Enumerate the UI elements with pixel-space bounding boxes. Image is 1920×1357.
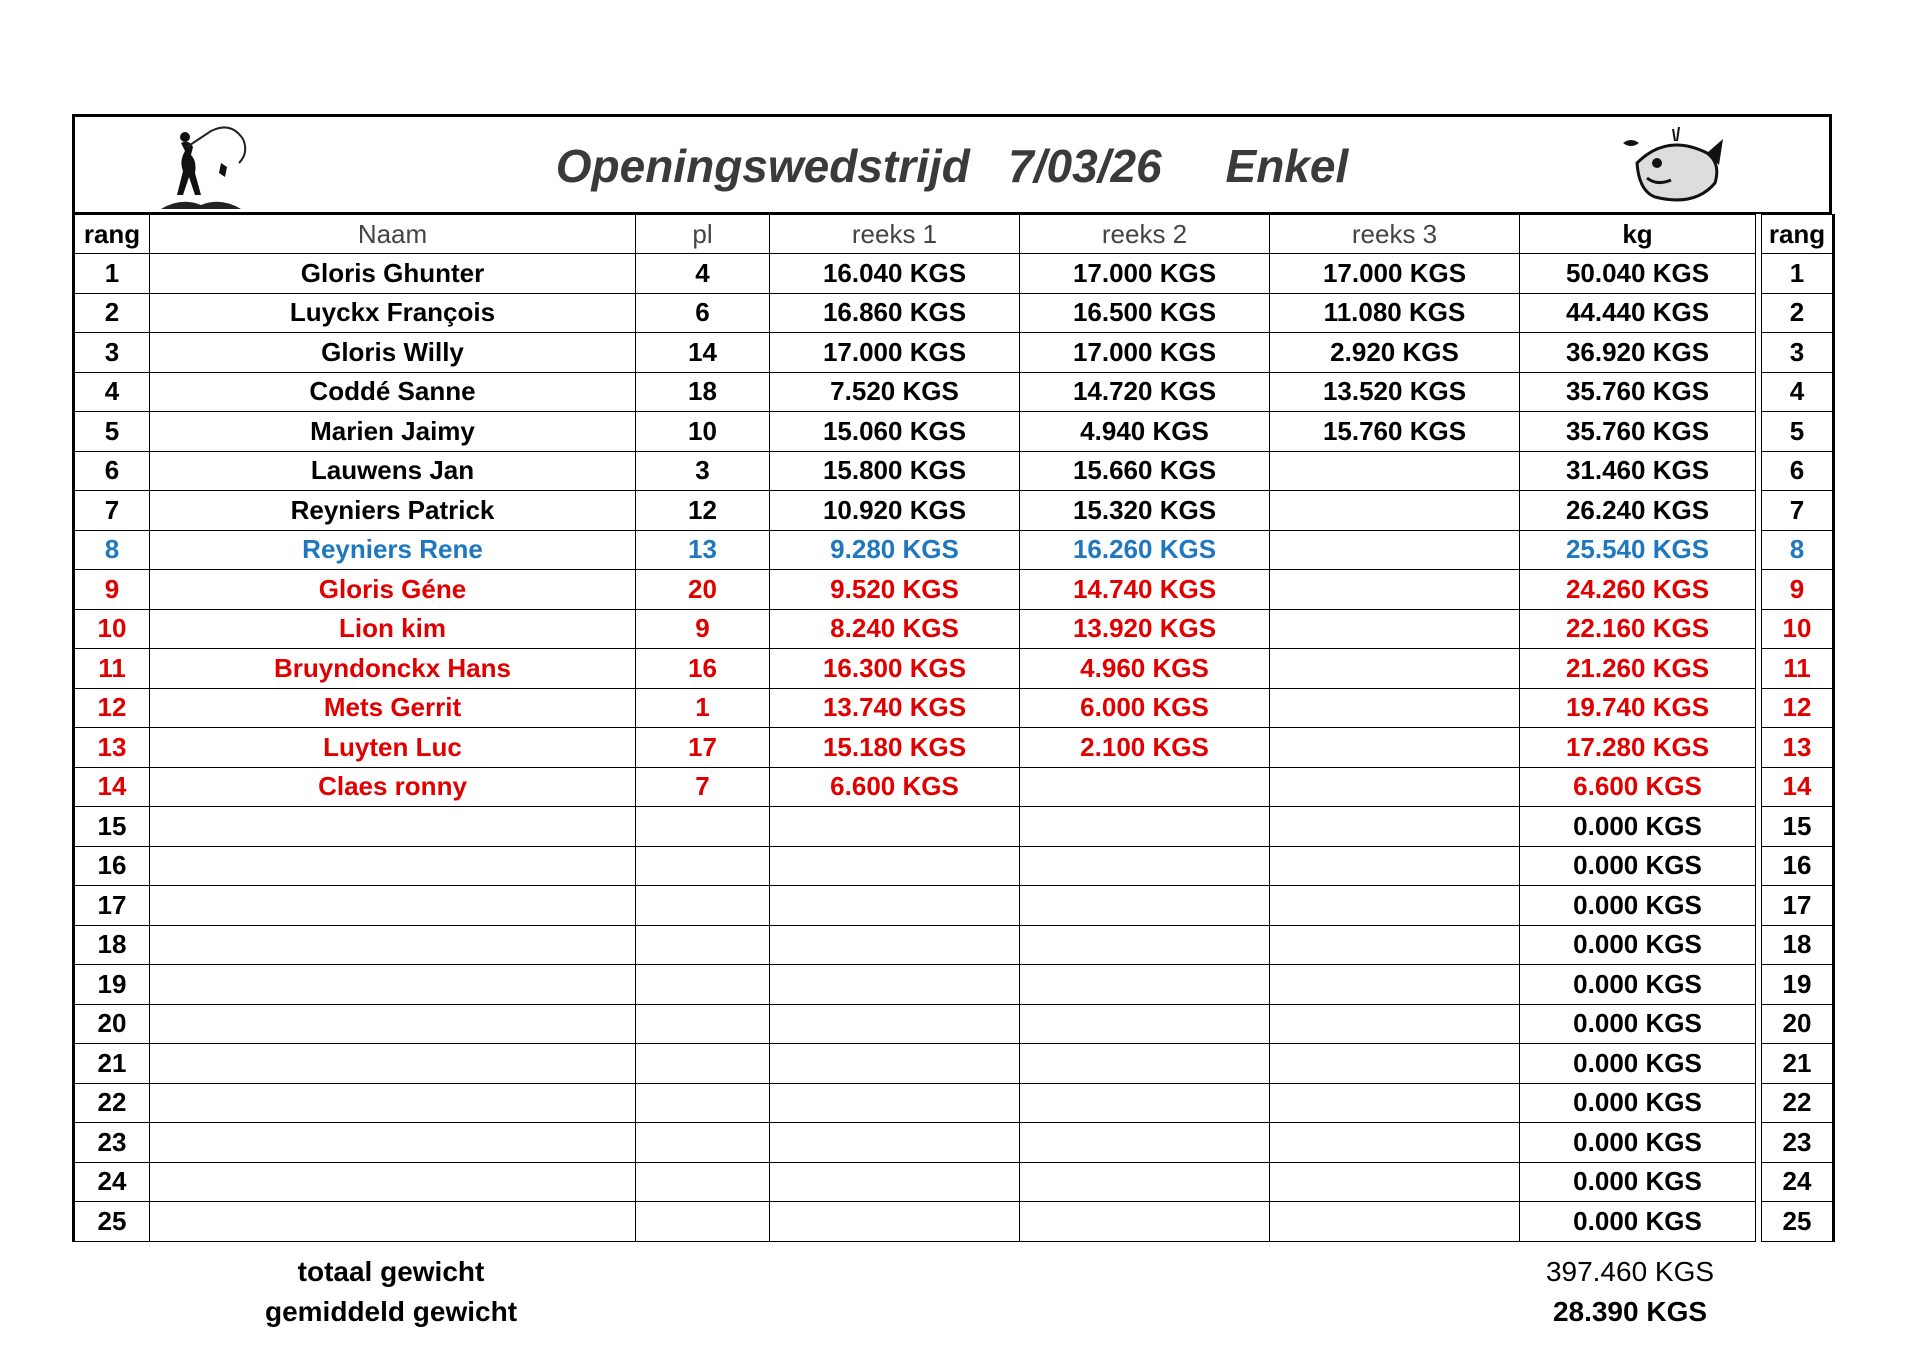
reeks3-cell — [1270, 451, 1520, 491]
total-row — [72, 1252, 1832, 1292]
rank-right-cell: 11 — [1762, 649, 1834, 689]
name-cell — [150, 965, 636, 1005]
rank-cell: 5 — [74, 412, 150, 452]
name-cell: Bruyndonckx Hans — [150, 649, 636, 689]
reeks3-cell — [1270, 609, 1520, 649]
pl-cell: 3 — [636, 451, 770, 491]
rank-right-cell: 4 — [1762, 372, 1834, 412]
rank-cell: 19 — [74, 965, 150, 1005]
rank-cell: 17 — [74, 886, 150, 926]
rank-cell: 25 — [74, 1202, 150, 1242]
reeks3-cell: 11.080 KGS — [1270, 293, 1520, 333]
results-table — [72, 214, 1835, 1242]
rank-cell: 8 — [74, 530, 150, 570]
kg-cell: 0.000 KGS — [1520, 925, 1756, 965]
rank-cell: 4 — [74, 372, 150, 412]
name-cell: Marien Jaimy — [150, 412, 636, 452]
pl-cell: 13 — [636, 530, 770, 570]
reeks3-cell — [1270, 649, 1520, 689]
pl-cell — [636, 1162, 770, 1202]
results-sheet — [72, 114, 1832, 1242]
rank-right-cell: 7 — [1762, 491, 1834, 531]
rank-right-cell: 13 — [1762, 728, 1834, 768]
pl-cell: 18 — [636, 372, 770, 412]
reeks2-cell: 6.000 KGS — [1020, 688, 1270, 728]
pl-cell — [636, 846, 770, 886]
reeks1-cell: 9.280 KGS — [770, 530, 1020, 570]
pl-cell: 9 — [636, 609, 770, 649]
table-row — [74, 372, 1834, 412]
reeks2-cell — [1020, 1083, 1270, 1123]
pl-cell — [636, 886, 770, 926]
name-cell: Lauwens Jan — [150, 451, 636, 491]
page-title: Openingswedstrijd 7/03/26 Enkel — [555, 140, 1349, 192]
pl-cell: 12 — [636, 491, 770, 531]
pl-cell: 16 — [636, 649, 770, 689]
reeks2-cell — [1020, 1004, 1270, 1044]
reeks3-cell — [1270, 570, 1520, 610]
reeks1-cell: 15.060 KGS — [770, 412, 1020, 452]
reeks3-cell — [1270, 688, 1520, 728]
name-cell: Gloris Géne — [150, 570, 636, 610]
total-value: 397.460 KGS — [1545, 1256, 1715, 1287]
reeks1-cell — [770, 1004, 1020, 1044]
rank-cell: 7 — [74, 491, 150, 531]
name-cell — [150, 1123, 636, 1163]
table-row — [74, 1202, 1834, 1242]
average-label: gemiddeld gewicht — [264, 1296, 518, 1327]
reeks2-cell — [1020, 1162, 1270, 1202]
rank-right-cell: 14 — [1762, 767, 1834, 807]
average-value: 28.390 KGS — [1552, 1296, 1708, 1327]
reeks1-cell — [770, 1083, 1020, 1123]
table-row — [74, 451, 1834, 491]
rank-right-cell: 9 — [1762, 570, 1834, 610]
reeks2-cell: 16.260 KGS — [1020, 530, 1270, 570]
pl-cell: 17 — [636, 728, 770, 768]
table-row — [74, 728, 1834, 768]
total-label: totaal gewicht — [297, 1256, 485, 1287]
table-row — [74, 965, 1834, 1005]
rank-right-cell: 8 — [1762, 530, 1834, 570]
kg-cell: 50.040 KGS — [1520, 254, 1756, 294]
rank-cell: 11 — [74, 649, 150, 689]
table-row — [74, 570, 1834, 610]
name-cell — [150, 807, 636, 847]
reeks1-cell: 16.300 KGS — [770, 649, 1020, 689]
kg-cell: 31.460 KGS — [1520, 451, 1756, 491]
rank-cell: 9 — [74, 570, 150, 610]
pl-cell — [636, 1083, 770, 1123]
reeks2-cell: 17.000 KGS — [1020, 254, 1270, 294]
reeks3-cell — [1270, 728, 1520, 768]
rank-right-cell: 12 — [1762, 688, 1834, 728]
rank-cell: 15 — [74, 807, 150, 847]
name-cell — [150, 1162, 636, 1202]
col-rank-right: rang — [1762, 215, 1834, 254]
reeks3-cell — [1270, 1123, 1520, 1163]
name-cell: Claes ronny — [150, 767, 636, 807]
kg-cell: 0.000 KGS — [1520, 846, 1756, 886]
reeks3-cell — [1270, 1004, 1520, 1044]
name-cell — [150, 886, 636, 926]
reeks3-cell — [1270, 1162, 1520, 1202]
reeks2-cell: 16.500 KGS — [1020, 293, 1270, 333]
reeks3-cell — [1270, 925, 1520, 965]
reeks1-cell: 15.800 KGS — [770, 451, 1020, 491]
name-cell: Coddé Sanne — [150, 372, 636, 412]
kg-cell: 35.760 KGS — [1520, 412, 1756, 452]
reeks1-cell — [770, 807, 1020, 847]
reeks2-cell — [1020, 846, 1270, 886]
pl-cell: 7 — [636, 767, 770, 807]
reeks1-cell: 15.180 KGS — [770, 728, 1020, 768]
fish-icon — [1617, 123, 1727, 211]
table-row — [74, 530, 1834, 570]
name-cell: Gloris Ghunter — [150, 254, 636, 294]
reeks3-cell: 15.760 KGS — [1270, 412, 1520, 452]
reeks3-cell — [1270, 886, 1520, 926]
reeks1-cell: 7.520 KGS — [770, 372, 1020, 412]
reeks2-cell — [1020, 1202, 1270, 1242]
rank-cell: 12 — [74, 688, 150, 728]
reeks1-cell — [770, 846, 1020, 886]
rank-right-cell: 17 — [1762, 886, 1834, 926]
reeks2-cell: 2.100 KGS — [1020, 728, 1270, 768]
reeks1-cell — [770, 886, 1020, 926]
name-cell: Reyniers Rene — [150, 530, 636, 570]
reeks2-cell: 4.960 KGS — [1020, 649, 1270, 689]
kg-cell: 0.000 KGS — [1520, 1044, 1756, 1084]
kg-cell: 26.240 KGS — [1520, 491, 1756, 531]
reeks2-cell — [1020, 965, 1270, 1005]
rank-right-cell: 19 — [1762, 965, 1834, 1005]
reeks3-cell — [1270, 530, 1520, 570]
rank-cell: 21 — [74, 1044, 150, 1084]
table-row — [74, 767, 1834, 807]
col-reeks3: reeks 3 — [1270, 215, 1520, 254]
name-cell: Mets Gerrit — [150, 688, 636, 728]
rank-right-cell: 10 — [1762, 609, 1834, 649]
rank-cell: 20 — [74, 1004, 150, 1044]
pl-cell — [636, 1044, 770, 1084]
kg-cell: 17.280 KGS — [1520, 728, 1756, 768]
reeks2-cell — [1020, 925, 1270, 965]
reeks1-cell: 9.520 KGS — [770, 570, 1020, 610]
rank-cell: 10 — [74, 609, 150, 649]
reeks1-cell: 6.600 KGS — [770, 767, 1020, 807]
name-cell — [150, 1202, 636, 1242]
rank-cell: 13 — [74, 728, 150, 768]
pl-cell — [636, 1123, 770, 1163]
reeks1-cell: 8.240 KGS — [770, 609, 1020, 649]
kg-cell: 44.440 KGS — [1520, 293, 1756, 333]
reeks1-cell — [770, 1044, 1020, 1084]
reeks1-cell: 10.920 KGS — [770, 491, 1020, 531]
rank-cell: 14 — [74, 767, 150, 807]
kg-cell: 0.000 KGS — [1520, 1162, 1756, 1202]
reeks3-cell — [1270, 1083, 1520, 1123]
kg-cell: 0.000 KGS — [1520, 886, 1756, 926]
rank-right-cell: 2 — [1762, 293, 1834, 333]
reeks3-cell — [1270, 491, 1520, 531]
table-row — [74, 846, 1834, 886]
rank-cell: 6 — [74, 451, 150, 491]
reeks2-cell: 14.720 KGS — [1020, 372, 1270, 412]
reeks2-cell — [1020, 886, 1270, 926]
reeks3-cell — [1270, 767, 1520, 807]
col-pl: pl — [636, 215, 770, 254]
name-cell: Lion kim — [150, 609, 636, 649]
rank-cell: 1 — [74, 254, 150, 294]
table-row — [74, 293, 1834, 333]
rank-right-cell: 25 — [1762, 1202, 1834, 1242]
table-row — [74, 1004, 1834, 1044]
summary — [72, 1252, 1832, 1332]
rank-right-cell: 18 — [1762, 925, 1834, 965]
table-row — [74, 688, 1834, 728]
reeks2-cell: 13.920 KGS — [1020, 609, 1270, 649]
table-row — [74, 1083, 1834, 1123]
reeks1-cell: 16.040 KGS — [770, 254, 1020, 294]
name-cell — [150, 846, 636, 886]
kg-cell: 36.920 KGS — [1520, 333, 1756, 373]
kg-cell: 24.260 KGS — [1520, 570, 1756, 610]
name-cell — [150, 1004, 636, 1044]
title-bar — [72, 114, 1832, 214]
rank-right-cell: 24 — [1762, 1162, 1834, 1202]
kg-cell: 0.000 KGS — [1520, 1202, 1756, 1242]
kg-cell: 35.760 KGS — [1520, 372, 1756, 412]
table-row — [74, 886, 1834, 926]
col-reeks1: reeks 1 — [770, 215, 1020, 254]
rank-cell: 18 — [74, 925, 150, 965]
table-row — [74, 649, 1834, 689]
pl-cell: 14 — [636, 333, 770, 373]
pl-cell: 10 — [636, 412, 770, 452]
reeks3-cell: 13.520 KGS — [1270, 372, 1520, 412]
table-row — [74, 333, 1834, 373]
rank-cell: 2 — [74, 293, 150, 333]
reeks2-cell — [1020, 767, 1270, 807]
col-kg: kg — [1520, 215, 1756, 254]
reeks1-cell — [770, 925, 1020, 965]
rank-right-cell: 15 — [1762, 807, 1834, 847]
name-cell: Gloris Willy — [150, 333, 636, 373]
reeks3-cell — [1270, 1044, 1520, 1084]
reeks3-cell — [1270, 846, 1520, 886]
name-cell — [150, 1044, 636, 1084]
col-rank: rang — [74, 215, 150, 254]
reeks1-cell: 16.860 KGS — [770, 293, 1020, 333]
reeks3-cell — [1270, 807, 1520, 847]
pl-cell: 6 — [636, 293, 770, 333]
col-name: Naam — [150, 215, 636, 254]
reeks3-cell: 17.000 KGS — [1270, 254, 1520, 294]
reeks3-cell — [1270, 1202, 1520, 1242]
rank-right-cell: 1 — [1762, 254, 1834, 294]
pl-cell: 4 — [636, 254, 770, 294]
table-row — [74, 609, 1834, 649]
pl-cell: 1 — [636, 688, 770, 728]
name-cell: Reyniers Patrick — [150, 491, 636, 531]
kg-cell: 25.540 KGS — [1520, 530, 1756, 570]
table-row — [74, 807, 1834, 847]
kg-cell: 0.000 KGS — [1520, 807, 1756, 847]
reeks2-cell: 4.940 KGS — [1020, 412, 1270, 452]
reeks1-cell: 17.000 KGS — [770, 333, 1020, 373]
reeks1-cell — [770, 965, 1020, 1005]
reeks2-cell — [1020, 1123, 1270, 1163]
reeks2-cell: 15.320 KGS — [1020, 491, 1270, 531]
kg-cell: 0.000 KGS — [1520, 1083, 1756, 1123]
kg-cell: 6.600 KGS — [1520, 767, 1756, 807]
name-cell — [150, 1083, 636, 1123]
reeks3-cell: 2.920 KGS — [1270, 333, 1520, 373]
pl-cell — [636, 925, 770, 965]
pl-cell — [636, 807, 770, 847]
table-row — [74, 1162, 1834, 1202]
reeks2-cell: 14.740 KGS — [1020, 570, 1270, 610]
table-row — [74, 491, 1834, 531]
table-row — [74, 254, 1834, 294]
rank-cell: 3 — [74, 333, 150, 373]
pl-cell — [636, 965, 770, 1005]
kg-cell: 21.260 KGS — [1520, 649, 1756, 689]
name-cell: Luyten Luc — [150, 728, 636, 768]
rank-right-cell: 21 — [1762, 1044, 1834, 1084]
reeks2-cell — [1020, 1044, 1270, 1084]
rank-cell: 22 — [74, 1083, 150, 1123]
reeks3-cell — [1270, 965, 1520, 1005]
rank-right-cell: 5 — [1762, 412, 1834, 452]
kg-cell: 0.000 KGS — [1520, 965, 1756, 1005]
rank-cell: 24 — [74, 1162, 150, 1202]
kg-cell: 0.000 KGS — [1520, 1004, 1756, 1044]
reeks1-cell — [770, 1202, 1020, 1242]
kg-cell: 19.740 KGS — [1520, 688, 1756, 728]
average-row — [72, 1292, 1832, 1332]
reeks2-cell — [1020, 807, 1270, 847]
col-reeks2: reeks 2 — [1020, 215, 1270, 254]
reeks2-cell: 15.660 KGS — [1020, 451, 1270, 491]
reeks2-cell: 17.000 KGS — [1020, 333, 1270, 373]
rank-right-cell: 16 — [1762, 846, 1834, 886]
pl-cell — [636, 1004, 770, 1044]
rank-cell: 23 — [74, 1123, 150, 1163]
rank-right-cell: 20 — [1762, 1004, 1834, 1044]
kg-cell: 0.000 KGS — [1520, 1123, 1756, 1163]
table-row — [74, 412, 1834, 452]
table-row — [74, 1123, 1834, 1163]
rank-right-cell: 22 — [1762, 1083, 1834, 1123]
name-cell — [150, 925, 636, 965]
table-row — [74, 925, 1834, 965]
pl-cell: 20 — [636, 570, 770, 610]
table-row — [74, 1044, 1834, 1084]
rank-right-cell: 3 — [1762, 333, 1834, 373]
rank-right-cell: 6 — [1762, 451, 1834, 491]
reeks1-cell — [770, 1123, 1020, 1163]
pl-cell — [636, 1202, 770, 1242]
kg-cell: 22.160 KGS — [1520, 609, 1756, 649]
reeks1-cell: 13.740 KGS — [770, 688, 1020, 728]
rank-right-cell: 23 — [1762, 1123, 1834, 1163]
rank-cell: 16 — [74, 846, 150, 886]
header-row — [74, 215, 1834, 254]
name-cell: Luyckx François — [150, 293, 636, 333]
reeks1-cell — [770, 1162, 1020, 1202]
